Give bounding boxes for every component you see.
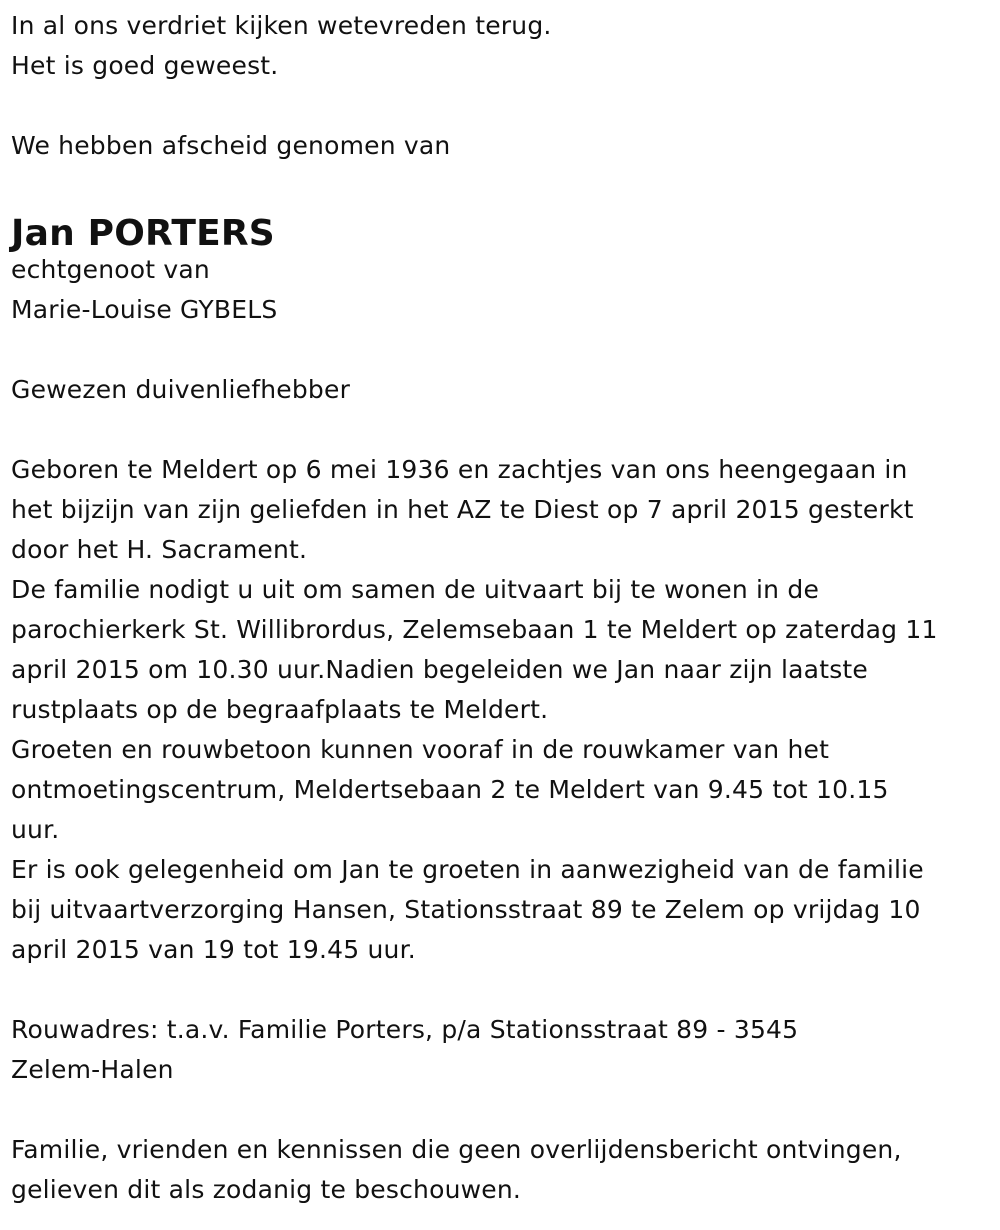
body-line: uur. xyxy=(11,815,60,844)
body-line: De familie nodigt u uit om samen de uitvaart bij te wonen in de xyxy=(11,575,820,604)
intro-line-2: Het is goed geweest. xyxy=(11,51,279,80)
body-line: Groeten en rouwbetoon kunnen vooraf in de rouwkamer van het xyxy=(11,735,830,764)
spacer xyxy=(11,166,990,206)
body-line: Geboren te Meldert op 6 mei 1936 en zachtjes van ons heengegaan in xyxy=(11,455,908,484)
spacer xyxy=(11,330,990,370)
farewell-line: We hebben afscheid genomen van xyxy=(11,131,451,160)
body-line: parochierkerk St. Willibrordus, Zelemsebaan 1 te Meldert op zaterdag 11 xyxy=(11,615,938,644)
spacer xyxy=(11,410,990,450)
deceased-note: Gewezen duivenliefhebber xyxy=(11,375,351,404)
body-line: bij uitvaartverzorging Hansen, Stationsstraat 89 te Zelem op vrijdag 10 xyxy=(11,895,921,924)
body-line: het bijzijn van zijn geliefden in het AZ te Diest op 7 april 2015 gesterkt xyxy=(11,495,914,524)
address-line-1: Rouwadres: t.a.v. Familie Porters, p/a Stationsstraat 89 - 3545 xyxy=(11,1015,799,1044)
body-line: ontmoetingscentrum, Meldertsebaan 2 te Meldert van 9.45 tot 10.15 xyxy=(11,775,889,804)
closing-line-2: gelieven dit als zodanig te beschouwen. xyxy=(11,1175,522,1204)
address-line-2: Zelem-Halen xyxy=(11,1055,174,1084)
spouse-name: Marie-Louise GYBELS xyxy=(11,295,278,324)
spacer xyxy=(11,970,990,1010)
spacer xyxy=(11,1090,990,1130)
deceased-name: Jan PORTERS xyxy=(11,213,275,254)
body-line: april 2015 van 19 tot 19.45 uur. xyxy=(11,935,416,964)
body-line: door het H. Sacrament. xyxy=(11,535,308,564)
spacer xyxy=(11,86,990,126)
body-line: rustplaats op de begraafplaats te Meldert. xyxy=(11,695,549,724)
intro-line-1: In al ons verdriet kijken wetevreden terug. xyxy=(11,11,552,40)
closing-line-1: Familie, vrienden en kennissen die geen overlijdensbericht ontvingen, xyxy=(11,1135,902,1164)
body-line: Er is ook gelegenheid om Jan te groeten in aanwezigheid van de familie xyxy=(11,855,924,884)
body-line: april 2015 om 10.30 uur.Nadien begeleiden we Jan naar zijn laatste xyxy=(11,655,868,684)
relation-line: echtgenoot van xyxy=(11,255,210,284)
